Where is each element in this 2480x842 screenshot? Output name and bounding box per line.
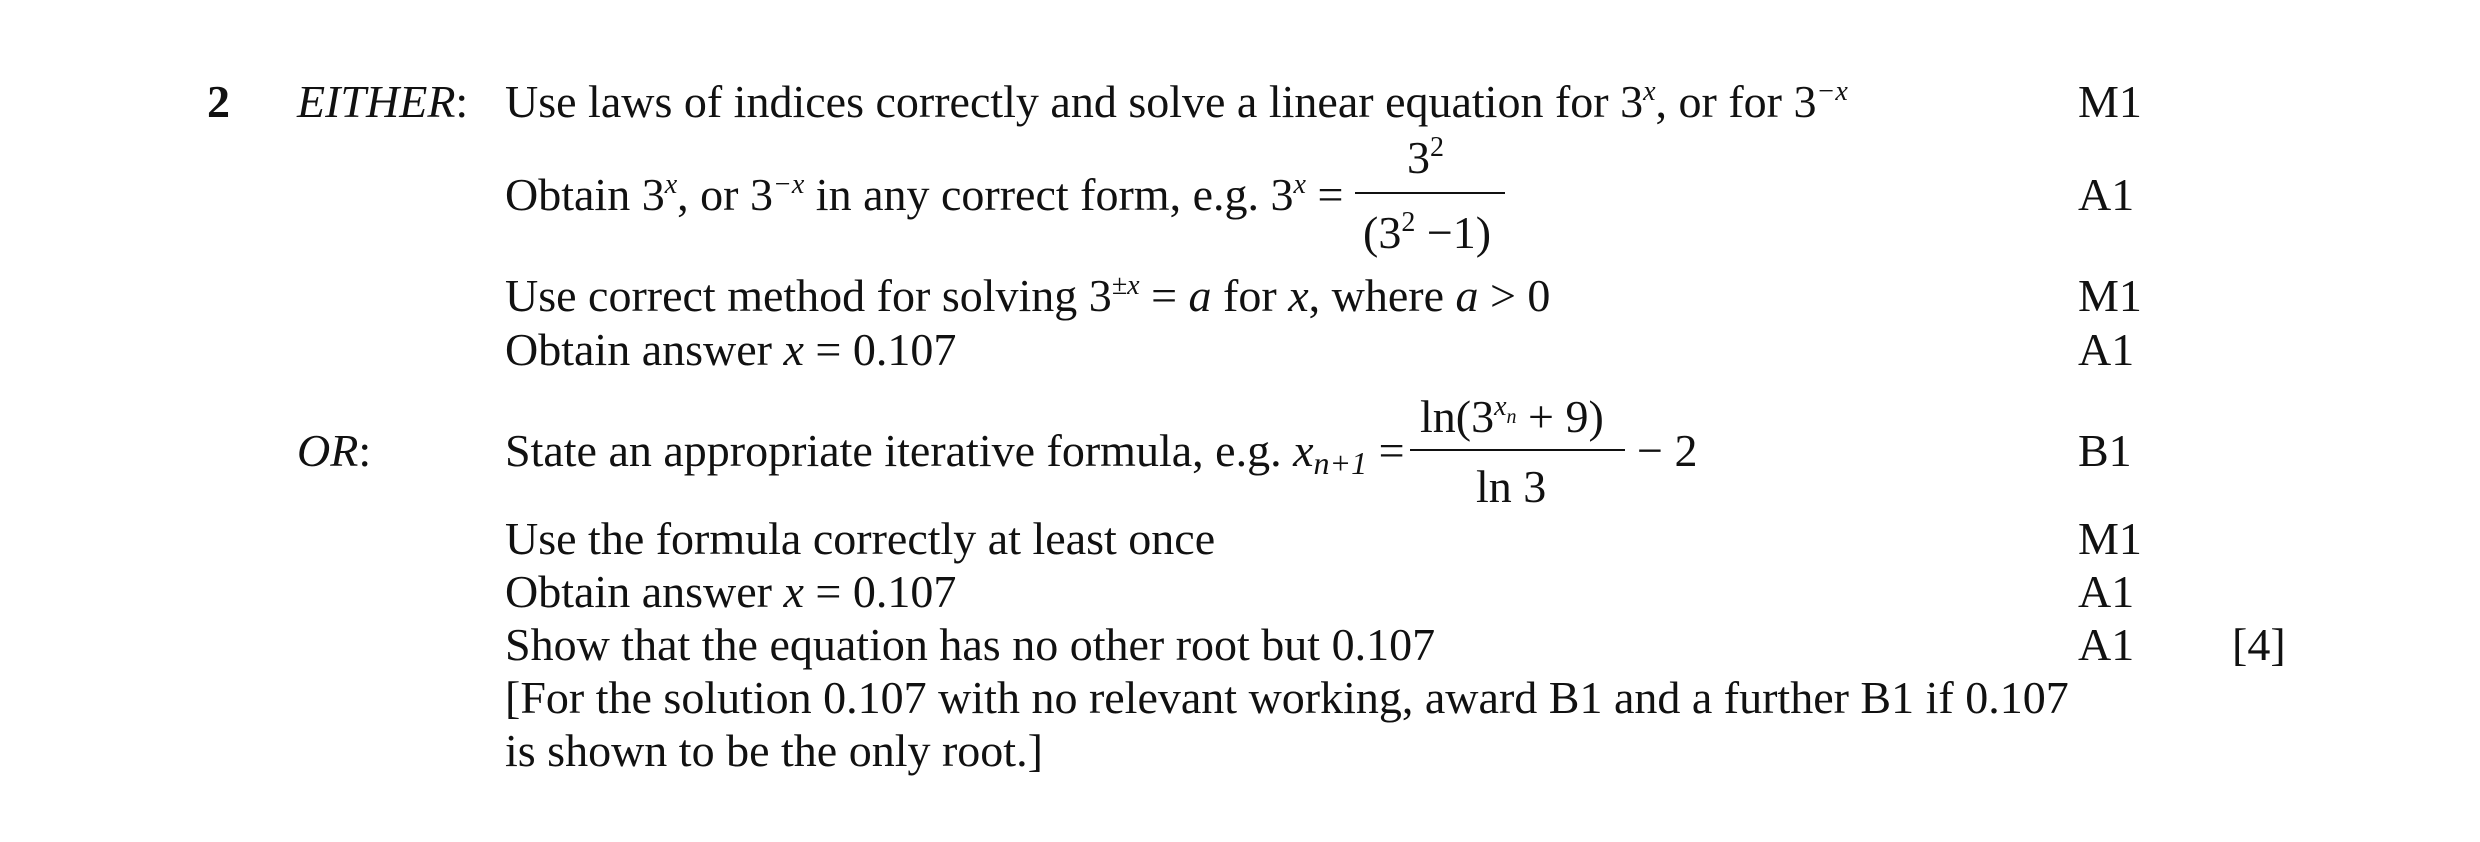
fraction-numerator xyxy=(1407,132,1444,183)
numerator-exponent xyxy=(1494,391,1517,428)
question-number: 2 xyxy=(207,76,230,127)
variable-x: x xyxy=(783,566,804,617)
denominator-rest: −1) xyxy=(1415,207,1492,258)
step-text: Use laws of indices correctly and solve a linear equation for 3 xyxy=(505,76,1644,127)
numerator-part: ln(3 xyxy=(1420,391,1495,442)
step-text: > 0 xyxy=(1478,270,1551,321)
step-text: , or 3 xyxy=(677,169,773,220)
variable-a: a xyxy=(1455,270,1479,321)
note-line-1: [For the solution 0.107 with no relevant working, award B1 and a further B1 if 0.107 xyxy=(505,672,2069,723)
exponent: ±x xyxy=(1111,270,1140,301)
fraction-bar xyxy=(1410,449,1625,451)
denominator-exponent: 2 xyxy=(1401,207,1416,238)
equals-sign: = xyxy=(1139,270,1189,321)
mark-or-2: M1 xyxy=(2078,513,2142,564)
variable-a: a xyxy=(1188,270,1212,321)
equals-sign: = xyxy=(1367,425,1405,476)
mark-or-3: A1 xyxy=(2078,566,2135,617)
equals-sign: = xyxy=(1305,169,1344,220)
note-line-2: is shown to be the only root.] xyxy=(505,725,1043,776)
or-label-text: OR xyxy=(297,425,359,476)
mark-or-1: B1 xyxy=(2078,425,2132,476)
either-label-text: EITHER xyxy=(297,76,456,127)
or-step-2: Use the formula correctly at least once xyxy=(505,513,1216,564)
variable-x: x xyxy=(783,324,804,375)
step-text: Use correct method for solving 3 xyxy=(505,270,1112,321)
numerator-part: + 9) xyxy=(1516,391,1604,442)
fraction-denominator xyxy=(1363,207,1492,258)
fraction-or xyxy=(1410,388,1625,510)
step-text: = 0.107 xyxy=(803,566,957,617)
either-step-3 xyxy=(505,270,1551,321)
numerator-exponent: 2 xyxy=(1430,132,1444,163)
step-text: , where xyxy=(1308,270,1456,321)
fraction-either xyxy=(1355,132,1505,258)
mark-either-3: M1 xyxy=(2078,270,2142,321)
step-text: Obtain answer xyxy=(505,566,784,617)
exponent: x xyxy=(664,169,678,200)
or-colon: : xyxy=(358,425,372,476)
fraction-bar xyxy=(1355,192,1505,194)
fraction-numerator xyxy=(1420,391,1604,442)
step-text: for xyxy=(1211,270,1289,321)
step-text: in any correct form, e.g. 3 xyxy=(804,169,1294,220)
step-text: State an appropriate iterative formula, e.g. xyxy=(505,425,1294,476)
exponent: x xyxy=(1293,169,1306,200)
step-text: Obtain answer xyxy=(505,324,784,375)
step-text: Obtain 3 xyxy=(505,169,665,220)
or-step-1 xyxy=(505,425,1405,481)
exponent-x: x xyxy=(1494,391,1507,422)
variable-x: x xyxy=(1293,425,1314,476)
exponent: x xyxy=(1643,76,1656,107)
minus-two: − 2 xyxy=(1637,425,1698,476)
either-step-2 xyxy=(505,169,1344,220)
mark-either-2: A1 xyxy=(2078,169,2135,220)
either-label xyxy=(297,76,469,127)
exponent: −x xyxy=(1816,76,1848,107)
either-step-4 xyxy=(505,324,957,375)
mark-either-1: M1 xyxy=(2078,76,2142,127)
or-label xyxy=(297,425,372,476)
total-marks: [4] xyxy=(2232,619,2286,670)
mark-or-4: A1 xyxy=(2078,619,2135,670)
either-colon: : xyxy=(455,76,469,127)
subscript: n+1 xyxy=(1313,445,1368,481)
or-step-4: Show that the equation has no other root but 0.107 xyxy=(505,619,1436,670)
mark-either-4: A1 xyxy=(2078,324,2135,375)
either-step-1 xyxy=(505,76,1848,127)
denominator-base: (3 xyxy=(1363,207,1402,258)
exponent: −x xyxy=(772,169,805,200)
step-text: = 0.107 xyxy=(803,324,957,375)
numerator-base: 3 xyxy=(1407,132,1430,183)
step-text: , or for 3 xyxy=(1655,76,1817,127)
fraction-denominator: ln 3 xyxy=(1476,461,1547,512)
or-step-3 xyxy=(505,566,957,617)
exponent-subscript: n xyxy=(1506,406,1517,428)
variable-x: x xyxy=(1288,270,1309,321)
